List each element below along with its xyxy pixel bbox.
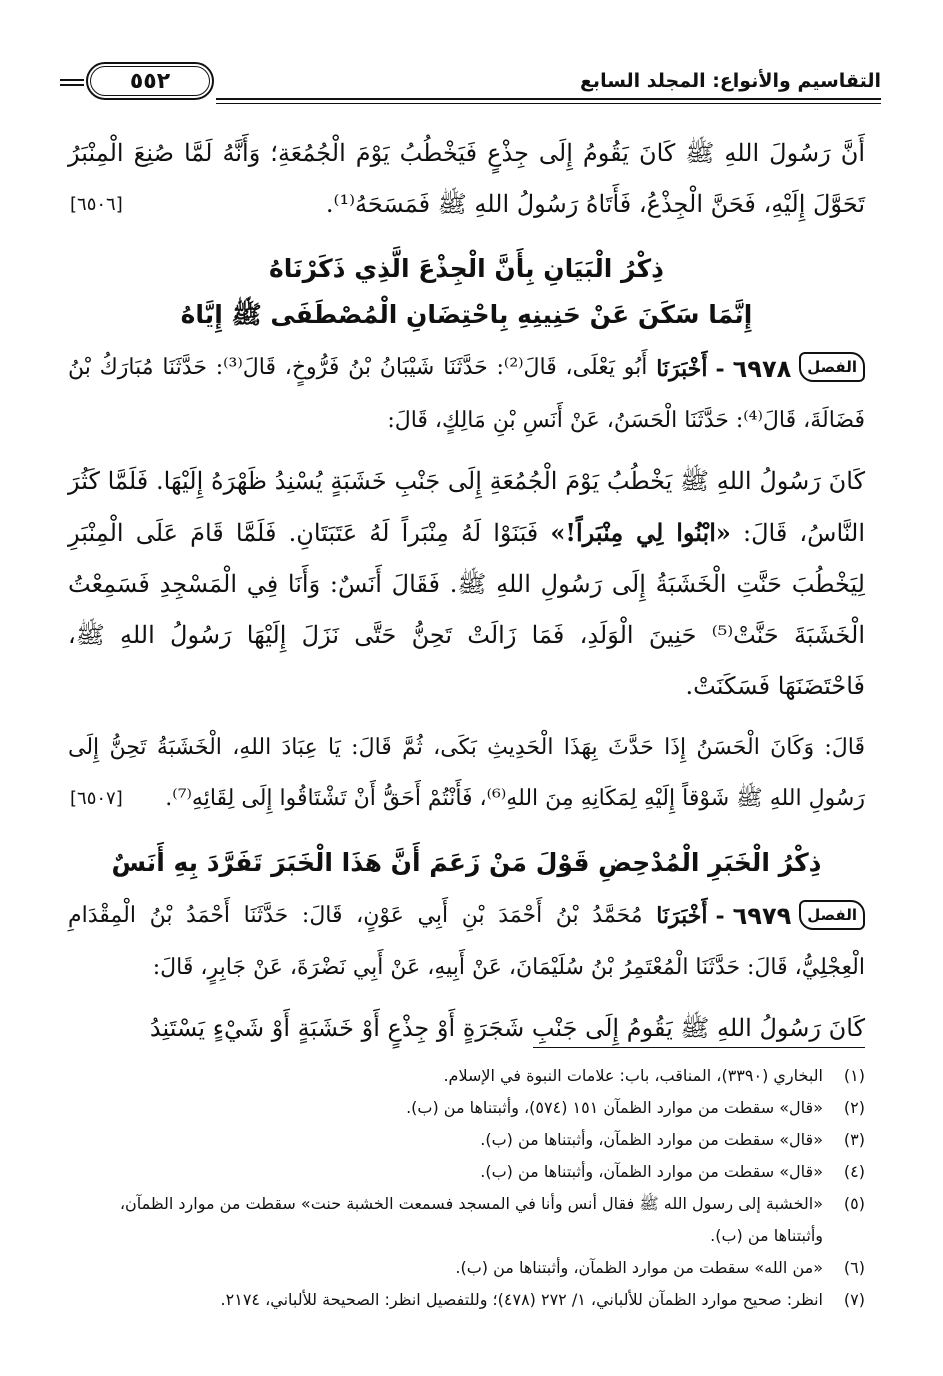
section-heading-1-line-1: ذِكْرُ الْبَيَانِ بِأَنَّ الْجِذْعَ الَّذِي ذَكَرْنَاهُ: [269, 254, 664, 283]
section-heading-1: [68, 246, 865, 338]
footnote-number: (١): [843, 1066, 865, 1085]
footnotes: [68, 1060, 865, 1316]
footnote-number: (٣): [843, 1130, 865, 1149]
dash: -: [715, 355, 725, 382]
header-rule-left-2: [60, 84, 84, 86]
matn-part-b: فَبَنَوْا لَهُ مِنْبَراً لَهُ عَتَبَتَانِ. فَلَمَّا قَامَ عَلَى الْمِنْبَرِ لِيَخْطُبَ حَنَّتِ الْخَشَبَةُ إِلَى رَسُولِ اللهِ ﷺ. فَقَالَ أَنَسٌ: وَأَنَا فِي الْمَسْجِدِ فَسَمِعْتُ الْخَشَبَةَ حَنَّتْ⁽⁵⁾ حَنِينَ الْوَلَدِ، فَمَا زَالَتْ تَحِنُّ حَتَّى نَزَلَ إِلَيْهَا رَسُولُ اللهِ ﷺ، فَاحْتَضَنَهَا فَسَكَنَتْ.: [68, 518, 865, 700]
footnote: [68, 1060, 865, 1092]
footnote-text: البخاري (٣٣٩٠)، المناقب، باب: علامات النبوة في الإسلام.: [443, 1066, 823, 1085]
reference-6506: [٦٥٠٦]: [70, 194, 123, 215]
hadith-number: ٦٩٧٩: [732, 902, 792, 930]
page-number-frame: [86, 62, 214, 100]
matn-part-a: كَانَ رَسُولُ اللهِ ﷺ يَخْطُبُ يَوْمَ الْجُمُعَةِ إِلَى جَنْبِ خَشَبَةٍ يُسْنِدُ ظَهْرَهُ إِلَيْهَا. فَلَمَّا كَثُرَ النَّاسُ، قَالَ:: [68, 466, 866, 547]
footnote-number: (٢): [843, 1098, 865, 1117]
header-rule-left: [60, 79, 84, 81]
section-heading-2: ذِكْرُ الْخَبَرِ الْمُدْحِضِ قَوْلَ مَنْ زَعَمَ أَنَّ هَذَا الْخَبَرَ تَفَرَّدَ بِهِ أَنَسٌ: [111, 847, 822, 877]
section-heading-1-line-2: إِنَّمَا سَكَنَ عَنْ حَنِينِهِ بِاحْتِضَانِ الْمُصْطَفَى ﷺ إِيَّاهُ: [180, 300, 753, 329]
page-number: ٥٥٢: [129, 68, 171, 94]
reference-6507: [٦٥٠٧]: [70, 787, 123, 809]
page-body: [68, 128, 865, 1064]
akhbarana: أَخْبَرَنَا: [656, 903, 708, 929]
footnote: [68, 1156, 865, 1188]
footnote-number: (٧): [843, 1290, 865, 1309]
footnote-separator: [533, 1047, 865, 1048]
hadith-6978-after: [68, 722, 865, 824]
footnote: [68, 1252, 865, 1284]
hadith-6978-isnad: [68, 342, 865, 446]
footnote-text: «قال» سقطت من موارد الظمآن، وأثبتناها من (ب).: [480, 1162, 823, 1181]
footnote: [68, 1092, 865, 1124]
running-title: التقاسيم والأنواع: المجلد السابع: [579, 70, 881, 92]
header-rule-thin: [216, 103, 881, 104]
hadith-6979-header: [656, 891, 865, 942]
footnote-text: «قال» سقطت من موارد الظمآن، وأثبتناها من (ب).: [480, 1130, 823, 1149]
hadith-6978-matn: [68, 456, 865, 712]
page-header: [60, 62, 881, 118]
hadith-number: ٦٩٧٨: [732, 354, 792, 383]
footnote-number: (٤): [843, 1162, 865, 1181]
prophet-saying: «ابْنُوا لِي مِنْبَراً!»: [550, 517, 731, 547]
footnote-text: انظر: صحيح موارد الظمآن للألباني، ١/ ٢٧٢ (٤٧٨)؛ وللتفصيل انظر: الصحيحة للألباني، ٢١٧٤.: [220, 1290, 823, 1309]
paragraph-1-text: أَنَّ رَسُولَ اللهِ ﷺ كَانَ يَقُومُ إِلَى جِذْعٍ فَيَخْطُبُ يَوْمَ الْجُمُعَةِ؛ وَأَنَّهُ لَمَّا صُنِعَ الْمِنْبَرُ تَحَوَّلَ إِلَيْهِ، فَحَنَّ الْجِذْعُ، فَأَتَاهُ رَسُولُ اللهِ ﷺ فَمَسَحَهُ⁽¹⁾.: [68, 139, 865, 218]
after-text: قَالَ: وَكَانَ الْحَسَنُ إِذَا حَدَّثَ بِهَذَا الْحَدِيثِ بَكَى، ثُمَّ قَالَ: يَا عِبَادَ اللهِ، الْخَشَبَةُ تَحِنُّ إِلَى رَسُولِ اللهِ ﷺ شَوْقاً إِلَيْهِ لِمَكَانِهِ مِنَ اللهِ⁽⁶⁾، فَأَنْتُمْ أَحَقُّ أَنْ تَشْتَاقُوا إِلَى لِقَائِهِ⁽⁷⁾.: [68, 734, 865, 811]
footnote: [68, 1188, 865, 1252]
footnote-number: (٦): [843, 1258, 865, 1277]
hadith-6979-matn: كَانَ رَسُولُ اللهِ ﷺ يَقُومُ إِلَى جَنْبِ شَجَرَةٍ أَوْ جِذْعٍ أَوْ خَشَبَةٍ أَوْ شَيْءٍ يَسْتَنِدُ: [149, 1014, 865, 1042]
hadith-6978-header: [656, 344, 865, 395]
header-rule: [216, 98, 881, 100]
hadith-6979-isnad: [68, 890, 865, 994]
footnote-text: «قال» سقطت من موارد الظمآن ١٥١ (٥٧٤)، وأثبتناها من (ب).: [406, 1098, 823, 1117]
fasl-badge-icon: الفصل: [799, 900, 865, 930]
akhbarana: أَخْبَرَنَا: [656, 355, 708, 382]
fasl-badge-icon: الفصل: [799, 352, 865, 382]
paragraph-1: [68, 128, 865, 230]
dash: -: [715, 903, 725, 929]
footnote: [68, 1284, 865, 1316]
footnote-text: «من الله» سقطت من موارد الظمآن، وأثبتناها من (ب).: [455, 1258, 823, 1277]
isnad-text: أَبُو يَعْلَى، قَالَ⁽²⁾: حَدَّثَنَا شَيْبَانُ بْنُ فَرُّوخٍ، قَالَ⁽³⁾: حَدَّثَنَا مُبَارَكُ بْنُ فَضَالَةَ، قَالَ⁽⁴⁾: حَدَّثَنَا الْحَسَنُ، عَنْ أَنَسِ بْنِ مَالِكٍ، قَالَ:: [68, 355, 865, 433]
footnote-number: (٥): [843, 1194, 865, 1213]
footnote: [68, 1124, 865, 1156]
isnad-text: مُحَمَّدُ بْنُ أَحْمَدَ بْنِ أَبِي عَوْنٍ، قَالَ: حَدَّثَنَا أَحْمَدُ بْنُ الْمِقْدَامِ الْعِجْلِيُّ، قَالَ: حَدَّثَنَا الْمُعْتَمِرُ بْنُ سُلَيْمَانَ، عَنْ أَبِيهِ، عَنْ أَبِي نَضْرَةَ، عَنْ جَابِرٍ، قَالَ:: [68, 902, 865, 980]
footnote-text: «الخشبة إلى رسول الله ﷺ فقال أنس وأنا في المسجد فسمعت الخشبة حنت» سقطت من موارد الظمآن، وأثبتناها من (ب).: [119, 1194, 823, 1245]
